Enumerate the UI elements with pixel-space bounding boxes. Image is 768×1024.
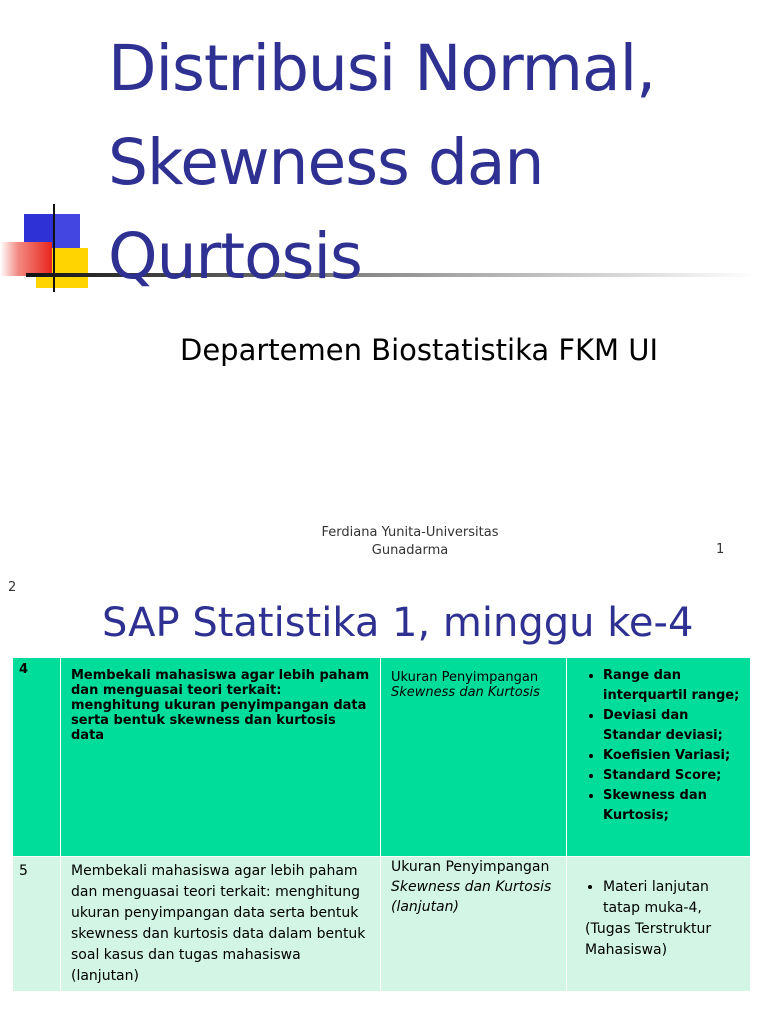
slide-2-number: 2 — [8, 580, 17, 595]
row-objective: Membekali mahasiswa agar lebih paham dan menguasai teori terkait: menghitung ukuran penyimpangan data serta bentuk skewness dan kurtosis data — [61, 658, 381, 857]
bullet-list — [577, 666, 740, 826]
slide-2-title: SAP Statistika 1, minggu ke-4 — [102, 600, 694, 646]
topic-text: Ukuran Penyimpangan — [391, 670, 539, 685]
list-item: • Skewness dan Kurtosis; — [603, 786, 740, 826]
extra-note: (Tugas Terstruktur Mahasiswa) — [585, 921, 712, 958]
list-item: • Materi lanjutan tatap muka-4, — [603, 877, 740, 919]
list-item: • Standard Score; — [603, 766, 740, 786]
page-number: 1 — [716, 542, 725, 557]
row-items — [567, 658, 751, 857]
table-row — [13, 857, 751, 992]
slide-title: Distribusi Normal, Skewness dan Qurtosis — [108, 32, 656, 293]
bullet-list — [577, 877, 740, 919]
list-item: • Deviasi dan Standar deviasi; — [603, 706, 740, 746]
row-number: 4 — [13, 658, 61, 857]
sap-table — [12, 657, 751, 992]
row-objective: Membekali mahasiswa agar lebih paham dan menguasai teori terkait: menghitung ukuran penyimpangan data serta bentuk skewness dan kurtosis data dalam bentuk soal kasus dan tugas mahasiswa (lanjutan) — [61, 857, 381, 992]
row-number: 5 — [13, 857, 61, 992]
deco-red-gradient — [0, 242, 52, 276]
deco-blue-square-2 — [54, 214, 80, 248]
footer-line-2: Gunadarma — [371, 543, 449, 558]
footer-line-1: Ferdiana Yunita-Universitas — [321, 525, 499, 540]
row-items — [567, 857, 751, 992]
topic-text: Ukuran Penyimpangan — [391, 859, 550, 875]
table-row — [13, 658, 751, 857]
row-topic — [381, 857, 567, 992]
list-item: • Range dan interquartil range; — [603, 666, 740, 706]
topic-italic: Skewness dan Kurtosis — [391, 685, 540, 700]
list-item: • Koefisien Variasi; — [603, 746, 740, 766]
deco-vertical-line — [53, 204, 55, 292]
topic-italic: Skewness dan Kurtosis (lanjutan) — [391, 879, 552, 915]
slide-subtitle: Departemen Biostatistika FKM UI — [180, 333, 659, 367]
row-topic — [381, 658, 567, 857]
slide-footer — [300, 524, 520, 560]
